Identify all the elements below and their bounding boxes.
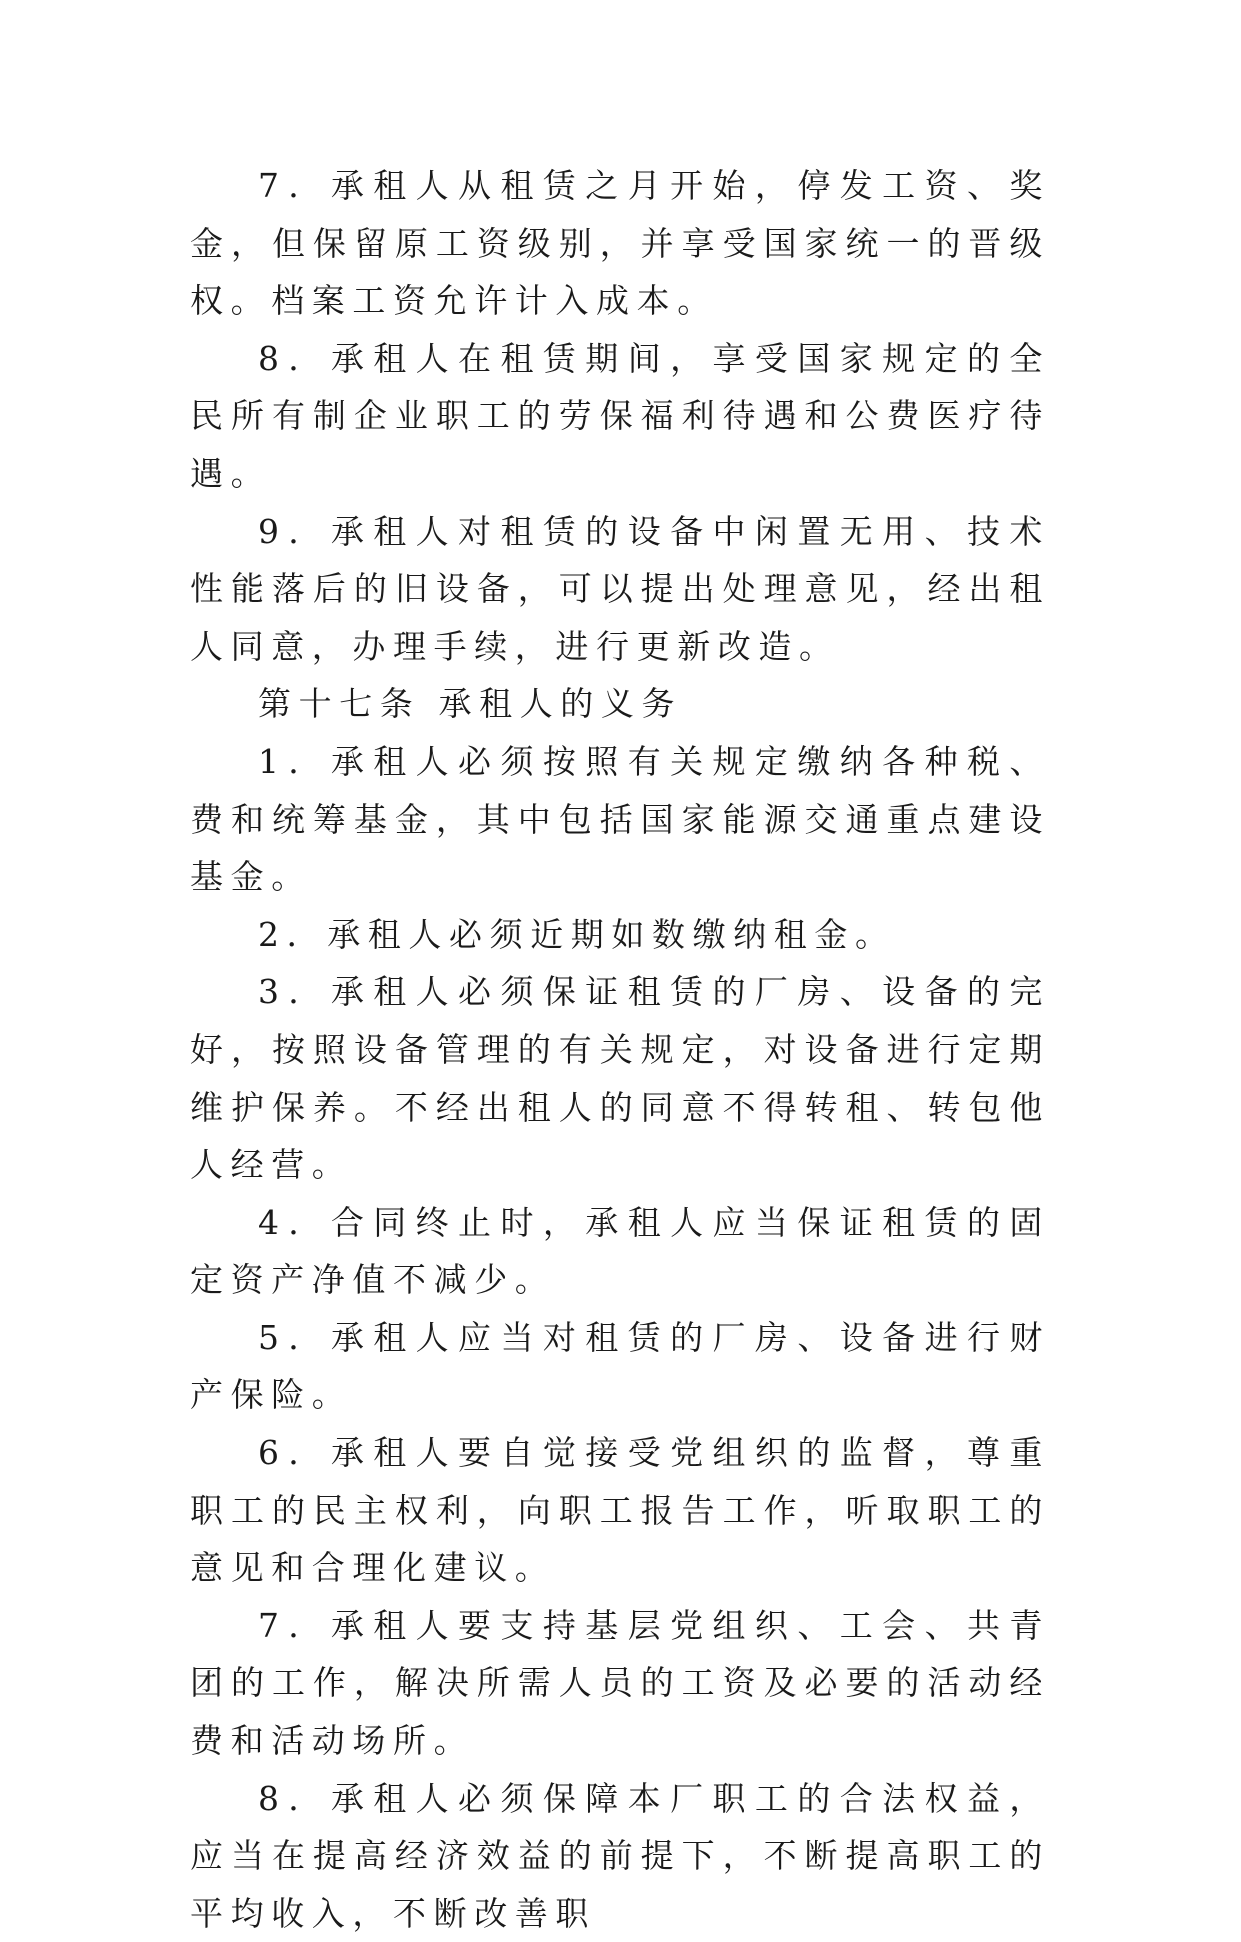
document-body (190, 157, 1050, 1942)
paragraph-duty-3-maintenance: 3．承租人必须保证租赁的厂房、设备的完好，按照设备管理的有关规定，对设备进行定期维护保养。不经出租人的同意不得转租、转包他人经营。 (190, 972, 1050, 1185)
paragraph-duty-2-rent: 2．承租人必须近期如数缴纳租金。 (258, 914, 896, 954)
paragraph-duty-4-assets: 4．合同终止时，承租人应当保证租赁的固定资产净值不减少。 (190, 1202, 1050, 1300)
paragraph-duty-8-worker-rights: 8．承租人必须保障本厂职工的合法权益，应当在提高经济效益的前提下，不断提高职工的平均收入，不断改善职 (190, 1778, 1050, 1933)
paragraph-duty-5-insurance: 5．承租人应当对租赁的厂房、设备进行财产保险。 (190, 1317, 1050, 1415)
paragraph-duty-7-organizations: 7．承租人要支持基层党组织、工会、共青团的工作，解决所需人员的工资及必要的活动经费和活动场所。 (190, 1605, 1050, 1761)
paragraph-duty-1-taxes: 1．承租人必须按照有关规定缴纳各种税、费和统筹基金，其中包括国家能源交通重点建设基金。 (190, 741, 1050, 897)
paragraph-right-8-welfare: 8．承租人在租赁期间，享受国家规定的全民所有制企业职工的劳保福利待遇和公费医疗待遇。 (190, 338, 1050, 493)
article-17-heading: 第十七条 承租人的义务 (258, 684, 683, 724)
paragraph-duty-6-supervision: 6．承租人要自觉接受党组织的监督，尊重职工的民主权利，向职工报告工作，听取职工的意见和合理化建议。 (190, 1433, 1050, 1588)
paragraph-right-7-salary: 7．承租人从租赁之月开始，停发工资、奖金，但保留原工资级别，并享受国家统一的晋级权。档案工资允许计入成本。 (190, 166, 1050, 321)
paragraph-right-9-equipment: 9．承租人对租赁的设备中闲置无用、技术性能落后的旧设备，可以提出处理意见，经出租人同意，办理手续，进行更新改造。 (190, 511, 1050, 666)
